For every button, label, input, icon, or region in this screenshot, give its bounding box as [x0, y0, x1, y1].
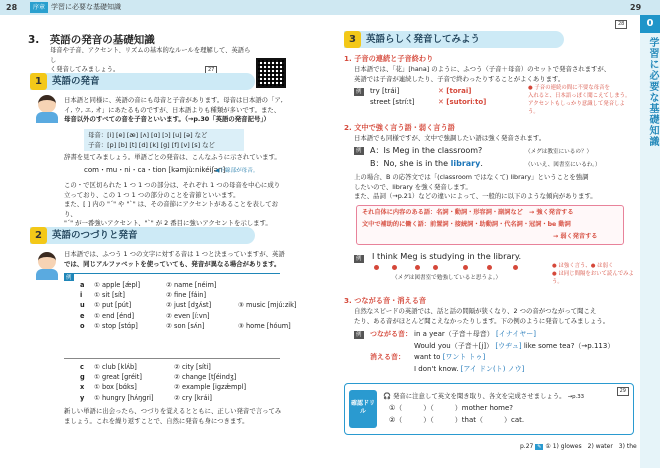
example-2-translation: （メグは図書室で勉強していると思うよ。） — [392, 275, 502, 281]
stress-dot — [415, 265, 420, 270]
vowel-row: 母音：[i] [e] [æ] [ʌ] [ɑ] [ɔ] [u] [ə] など — [88, 131, 208, 139]
example-1-list — [370, 86, 486, 108]
side-tab-title: 学習に必要な基礎知識 — [647, 37, 658, 147]
subsection-1-text: 日本語では、「花」[hana] のように、ふつう（子音＋母音）のセットで発音されますが、 英語では子音が連続したり、子音で終わったりすることがよくあります。 — [354, 65, 611, 83]
lost-row: I don't know. [アイ ドン(ト) ノウ] — [414, 364, 525, 373]
student-avatar — [34, 252, 60, 280]
example-2-sentence: I think Meg is studying in the library. — [372, 251, 522, 261]
stress-dot — [513, 265, 518, 270]
section-3-header: 3 英語らしく発音してみよう — [344, 31, 564, 48]
subsection-1-title: 1. 子音の連続と子音終わり — [344, 54, 434, 63]
example-list-bottom — [80, 362, 246, 403]
example-label: 例 — [356, 256, 362, 262]
section-1-text: 日本語と同様に、英語の音にも母音と子音があります。母音は日本語の「ア, イ, ウ, エ, オ」にあたるものですが、日本語よりも種類が多いです。また、 母音以外のすべての音を子音といいます。（→p.30「英語の発音記号」） — [64, 96, 283, 124]
section-2-header: 2 英語のつづりと発音 — [30, 227, 255, 244]
example-row: a ① apple [ǽpl] ② name [néim] — [80, 281, 217, 289]
linked-sounds — [370, 329, 614, 375]
drill-question-2[interactable]: ②（ ）（ ）that（ ）cat. — [389, 416, 525, 424]
drill-label: 確認ドリル — [349, 390, 377, 428]
weak-words-result: → 弱く発音する — [553, 233, 598, 240]
example-1-note: ● 子音の連続の間に不要な母音を 入れると、日本語っぽく聞こえてしまう。 アクセントもしっかり意識して発音しよう。 — [528, 85, 631, 115]
consonant-row: 子音：[p] [b] [t] [d] [k] [g] [f] [v] [s] など — [88, 141, 215, 149]
example-row: u ① put [pút] ② just [dʒʌ́st] ③ music [mjúːzik] — [80, 301, 297, 310]
audio-ref-icon[interactable]: 29 — [617, 387, 629, 396]
word-strength-box — [356, 205, 624, 245]
dialog-a: A：Is Meg in the classroom? （メグは教室にいるの？） — [370, 146, 593, 155]
practice-drill — [344, 383, 634, 435]
header-title: 序章 学習に必要な基礎知識 — [30, 0, 121, 15]
lost-row: 消える音： want to [ワント トゥ] — [370, 353, 486, 361]
dialog-b: B：No, she is in the library. （いいえ、図書室にいるわ。） — [370, 159, 601, 168]
page-number: 29 — [630, 3, 642, 12]
page-header — [0, 0, 330, 15]
phoneme-box — [84, 129, 244, 151]
example-divider — [64, 358, 280, 359]
syllable-text: この・で区切られた 1 つ 1 つの部分は、それぞれ 1 つの母音を中心に成り 立っており、この 1 つ 1 つの部分のことを音節といいます。 また、[ ] 内の "ˊ" や "ˋ" は、その音節にアクセントがあることを表しており、 "ˊ" が一番強いアクセント、"ˋ" が 2 番目に強いアクセントを示します。 — [64, 181, 281, 228]
dialog — [370, 145, 601, 171]
headphone-icon: 🎧 — [383, 392, 393, 400]
drill-instruction: 🎧 発音に注意して英文を聞き取り、各文を完成させましょう。 →p.33 — [383, 392, 585, 400]
example-row: g ① great [gréit] ② change [tʃéindʒ] — [80, 373, 237, 382]
stress-dot — [374, 265, 379, 270]
subsection-2-text: 日本語でも同様ですが、文中で強調したい語は強く発音されます。 — [354, 134, 546, 142]
page-header-right — [330, 0, 660, 15]
example-row: o ① stop [stɑ́p] ② son [sʌ́n] ③ home [hóum] — [80, 321, 291, 330]
linked-row: Would you（子音＋[j]） [ウヂュ] like some tea?（→p.113） — [414, 341, 615, 350]
example-header: 例 — [64, 273, 280, 274]
answer-footer: p.27 ✎ ① 1) glowes 2) water 3) the — [520, 443, 637, 450]
example-row: x ① box [bɑ́ks] ② example [igzǽmpl] — [80, 383, 247, 392]
example-row: try [trái] ✕ [torai] — [370, 87, 472, 95]
example-list-top — [80, 280, 297, 331]
chapter-tag: 序章 — [30, 2, 48, 13]
side-tab — [640, 15, 660, 468]
section-title: 3. 英語の発音の基礎知識 — [28, 34, 155, 46]
stress-dot — [463, 265, 468, 270]
qr-code[interactable] — [256, 58, 286, 88]
example-2-legend: ● は強く言う、● は弱く ● は同じ間隔をおいて読んでみよう。 — [552, 263, 634, 285]
section-1-header: 1 英語の発音 — [30, 73, 255, 90]
weak-words-line: 文中で補助的に働く語：前置詞・接続詞・助動詞・代名詞・冠詞・be 動詞 — [362, 221, 571, 228]
example-label: 例 — [356, 89, 362, 95]
example-label: 例 — [356, 332, 362, 338]
example-row: street [stríːt] ✕ [sutoriːto] — [370, 98, 487, 106]
stress-dot — [392, 265, 397, 270]
subsection-3-text: 自然なスピードの英語では、話と話の間隔が狭くなり、2 つの音がつながって聞こえ たり、ある音がほとんど聞こえなかったりします。下の例のように発音してみましょう。 — [354, 307, 610, 325]
example-row: i ① sit [sít] ② fine [fáin] — [80, 291, 207, 300]
dict-entry: com・mu・ni・ca・tion [kəmjùːnikéiʃən] — [84, 166, 226, 174]
side-tab-number: 0 — [640, 15, 660, 33]
linked-row: つながる音： in a year（子音＋母音） [イナイヤー] — [370, 330, 536, 338]
dict-intro: 辞書を見てみましょう。単語ごとの発音は、こんなふうに示されています。 — [64, 153, 281, 161]
example-label: 例 — [356, 148, 362, 154]
strong-words-line: それ自体に内容のある語：名詞・動詞・形容詞・副詞など → 強く発音する — [362, 209, 574, 216]
section-2-closing: 新しい単語に出会ったら、つづりを覚えるとともに、正しい発音で言ってみ ましょう。これを繰り返すことで、自然に発音も身につきます。 — [64, 407, 282, 425]
drill-question-1[interactable]: ①（ ）（ ）mother home? — [389, 404, 514, 412]
teacher-avatar — [34, 95, 60, 123]
page-number: 28 — [6, 3, 18, 12]
subsection-2-title: 2. 文中で強く言う語・弱く言う語 — [344, 123, 455, 132]
answer-icon: ✎ — [537, 444, 542, 450]
audio-ref-icon[interactable]: 28 — [615, 20, 627, 29]
section-2-text: 日本語では、ふつう 1 つの文字に対する音は 1 つと決まっていますが、英語 では、同じアルファベットを使っていても、発音が異なる場合があります。 — [64, 250, 285, 268]
example-row: y ① hungry [hʌ́ŋgri] ② cry [krái] — [80, 393, 212, 402]
subsection-3-title: 3. つながる音・消える音 — [344, 296, 427, 305]
intro-text: 母音や子音、アクセント、リズムの基本的なルールを理解して、英語らし く発音してみましょう。 — [50, 47, 251, 74]
dict-note: ◀下線部が母音。 — [215, 168, 259, 174]
subsection-2-text2: 上の場合、B の応答文では「(classroom ではなくて) library」ということを強調 したいので、library を強く発音します。 また、品詞（→p.21）などの違いによって、一般的に以下のような傾向があります。 — [354, 173, 597, 201]
example-row: e ① end [énd] ② even [íːvn] — [80, 311, 210, 320]
stress-dot — [433, 265, 438, 270]
audio-ref-icon[interactable]: 27 — [205, 66, 217, 75]
example-row: c ① club [klʌ́b] ② city [síti] — [80, 363, 211, 371]
stress-dot — [487, 265, 492, 270]
